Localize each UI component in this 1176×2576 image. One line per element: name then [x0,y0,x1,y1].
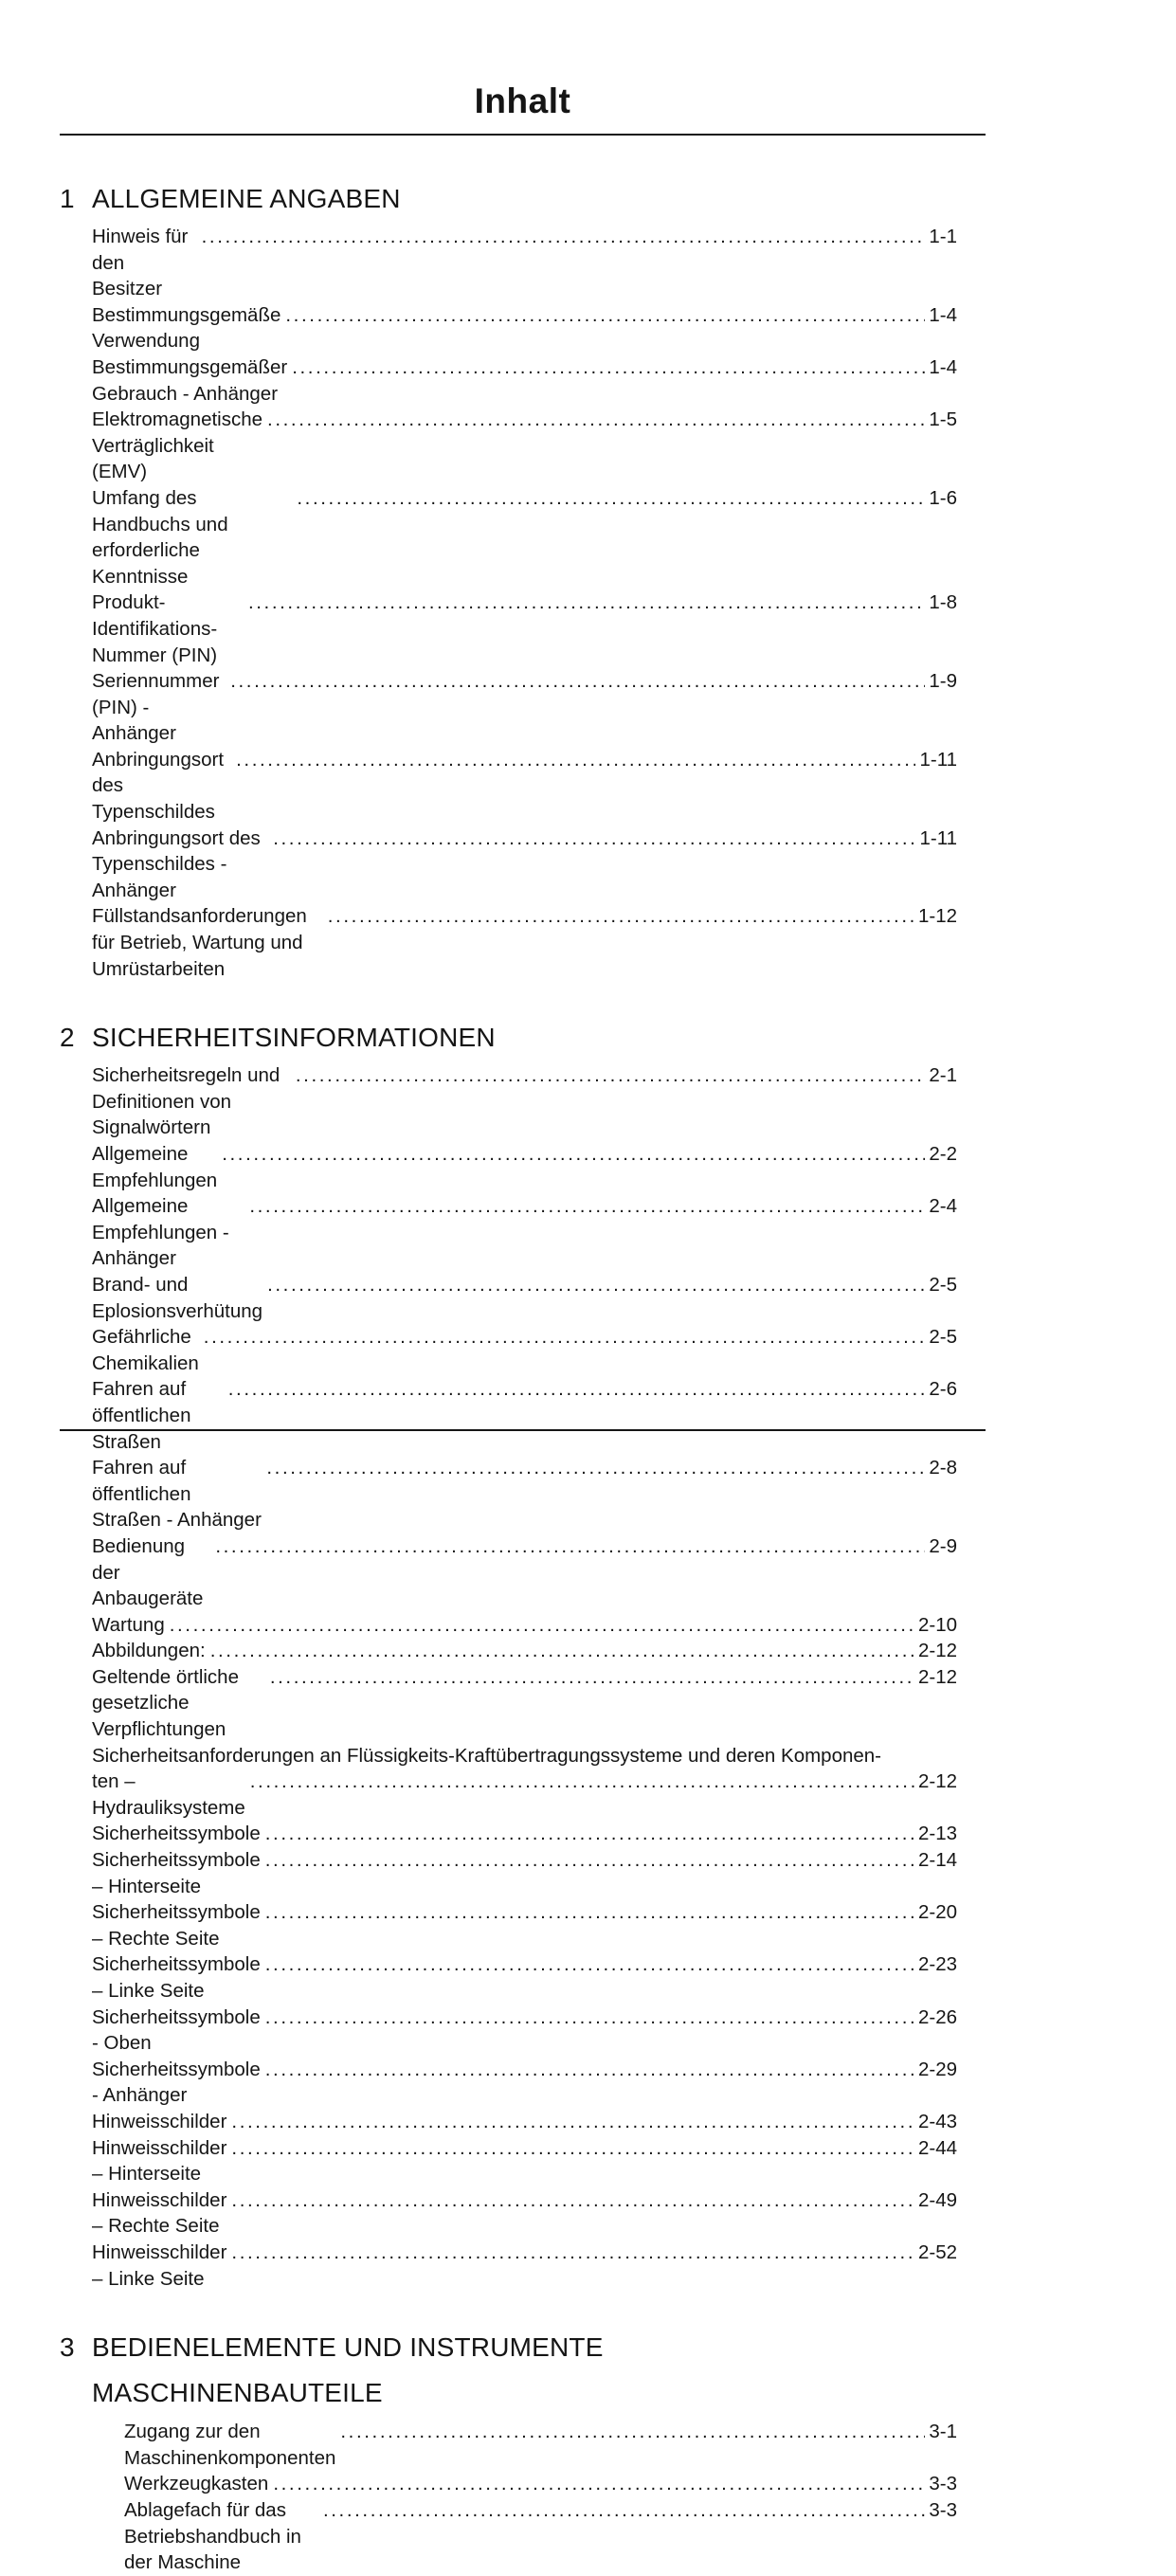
dot-leader [236,747,915,773]
section-title: SICHERHEITSINFORMATIONEN [92,1023,496,1053]
entry-list [92,1062,986,2292]
toc-entry [92,1899,957,1951]
entry-page: 1-5 [929,408,957,431]
entry-label: Anbringungsort des Typenschildes - Anhänger [92,826,266,901]
toc-entry [92,1743,957,1769]
entry-page: 2-9 [929,1534,957,1557]
dot-leader [265,2005,914,2031]
toc-entry [92,668,957,747]
dot-leader [265,2057,914,2083]
toc-entry [92,1821,957,1847]
dot-leader [248,590,925,616]
toc-entry [92,1769,957,1821]
toc-entry [92,1062,957,1141]
entry-page: 3-3 [929,2498,957,2521]
entry-list [92,224,986,982]
toc-entry [124,2497,957,2576]
entry-page: 2-23 [917,1953,957,1976]
toc-entry [92,747,957,825]
dot-leader [215,1533,925,1560]
entry-page: 2-12 [917,1665,957,1688]
toc-entry [92,354,957,407]
toc-entry [92,302,957,354]
entry-page: 2-4 [929,1195,957,1218]
entry-page: 1-4 [929,303,957,326]
section-title: BEDIENELEMENTE UND INSTRUMENTE [92,2332,604,2363]
dot-leader [265,1899,914,1926]
dot-leader [323,2497,925,2524]
toc-entry [92,1533,957,1612]
dot-leader [297,485,925,512]
entry-page: 1-9 [929,670,957,693]
entry-page: 3-3 [929,2473,957,2495]
entry-page: 2-12 [917,1640,957,1662]
toc-entry [92,1664,957,1743]
dot-leader [228,1376,926,1403]
entry-page: 1-12 [917,905,957,928]
entry-page: 2-14 [917,1849,957,1872]
toc-entry [92,1272,957,1324]
toc-entry [92,2135,957,2187]
section-heading [60,183,986,215]
entry-label: Sicherheitssymbole - Oben [92,2005,266,2055]
entry-label: Elektromagnetische Verträglichkeit (EMV) [92,408,268,483]
dot-leader [273,825,915,852]
dot-leader [202,224,926,250]
entry-page: 1-8 [929,591,957,614]
footer-rule [60,1429,986,1431]
entry-page: 2-6 [929,1378,957,1401]
dot-leader [266,1455,925,1481]
toc-section [60,2331,986,2576]
entry-label: Bestimmungsgemäßer Gebrauch - Anhänger [92,355,293,405]
toc-entry [92,407,957,485]
toc-entry [92,1141,957,1193]
entry-label: Allgemeine Empfehlungen - Anhänger [92,1195,234,1270]
dot-leader [250,1769,914,1795]
entry-label: Werkzeugkasten [124,2473,269,2495]
entry-label: Sicherheitssymbole – Rechte Seite [92,1901,266,1950]
dot-leader [231,2187,914,2214]
entry-label: Gefährliche Chemikalien [92,1326,199,1374]
entry-label: Hinweisschilder – Linke Seite [92,2240,233,2290]
dot-leader [249,1193,925,1220]
toc-section [60,183,986,982]
entry-page: 2-13 [917,1823,957,1845]
entry-page: 1-6 [929,486,957,509]
toc-entry [124,2419,957,2471]
entry-page: 2-10 [917,1613,957,1636]
entry-label: Sicherheitssymbole [92,1823,261,1845]
dot-leader [270,1664,914,1691]
entry-label: Produkt-Identifikations-Nummer (PIN) [92,591,218,666]
entry-list [124,2419,986,2576]
toc-entry [92,2109,957,2135]
toc-entry [92,224,957,302]
entry-label: Abbildungen: [92,1640,206,1662]
dot-leader [265,1847,914,1874]
toc-section [60,1022,986,2292]
entry-label: Bestimmungsgemäße Verwendung [92,303,287,353]
toc-entry [92,1847,957,1899]
entry-label: Seriennummer (PIN) - Anhänger [92,670,226,745]
toc-entry [92,2005,957,2057]
toc-entry [124,2471,957,2497]
entry-page: 3-1 [929,2421,957,2443]
entry-page: 2-20 [917,1901,957,1924]
entry-label: Füllstandsanforderungen für Betrieb, Wartung und Umrüstarbeiten [92,905,313,980]
entry-page: 1-11 [919,748,957,771]
subsection-heading: MASCHINENBAUTEILE [92,2378,383,2408]
toc-entry [92,1324,957,1376]
toc-entry [92,825,957,904]
toc-entry [92,485,957,590]
dot-leader [265,1821,914,1847]
toc-entry [92,1193,957,1272]
entry-label: Sicherheitssymbole – Hinterseite [92,1849,266,1897]
entry-label: Fahren auf öffentlichen Straßen [92,1378,197,1453]
entry-label: Bedienung der Anbaugeräte [92,1534,204,1610]
entry-label: Hinweisschilder – Rechte Seite [92,2188,233,2238]
dot-leader [230,668,925,695]
title-rule [60,134,986,136]
section-heading [60,1022,986,1054]
entry-label: Umfang des Handbuchs und erforderliche Kenntnisse [92,486,234,588]
entry-page: 2-1 [929,1064,957,1087]
dot-leader [296,1062,926,1089]
dot-leader [285,302,925,329]
section-number: 2 [60,1023,75,1053]
dot-leader [267,1272,925,1298]
dot-leader [273,2471,925,2497]
entry-page: 2-52 [917,2240,957,2263]
entry-page: 2-43 [917,2110,957,2132]
entry-label: Hinweisschilder [92,2110,227,2132]
entry-label: ten – Hydrauliksysteme [92,1770,245,1819]
dot-leader [222,1141,925,1168]
toc-entry [92,1951,957,2004]
entry-label: Allgemeine Empfehlungen [92,1143,218,1191]
section-number: 1 [60,184,75,213]
page-title: Inhalt [474,82,571,120]
entry-label: Fahren auf öffentlichen Straßen - Anhänger [92,1457,262,1532]
entry-label: Ablagefach für das Betriebshandbuch in der Maschine [124,2498,307,2574]
dot-leader [265,1951,914,1978]
toc-entry [92,1376,957,1455]
toc-entry [92,2187,957,2240]
toc-entry [92,903,957,982]
entry-label: Hinweisschilder – Hinterseite [92,2136,233,2186]
dot-leader [210,1638,914,1664]
entry-label: Geltende örtliche gesetzliche Verpflichtungen [92,1665,244,1741]
entry-page: 1-4 [929,355,957,378]
entry-page: 2-2 [929,1143,957,1165]
toc-entry [92,2057,957,2109]
entry-label: Sicherheitssymbole - Anhänger [92,2058,266,2107]
entry-page: 2-44 [917,2136,957,2159]
entry-label: Hinweis für den Besitzer [92,226,194,300]
entry-label: Brand- und Eplosionsverhütung [92,1273,263,1322]
toc-entry [92,1638,957,1664]
toc-entry [92,2240,957,2292]
entry-label: Zugang zur den Maschinenkomponenten [124,2421,336,2469]
section-heading [60,2331,986,2364]
entry-page: 2-5 [929,1326,957,1349]
toc-entry [92,590,957,668]
section-title: ALLGEMEINE ANGABEN [92,184,401,213]
toc-entry [92,1455,957,1533]
section-number: 3 [60,2332,75,2363]
entry-label: Sicherheitsregeln und Definitionen von Signalwörtern [92,1064,285,1139]
entry-label: Sicherheitsanforderungen an Flüssigkeits-Kraftübertragungssysteme und deren Komponen- [92,1744,882,1767]
entry-label: Anbringungsort des Typenschildes [92,748,229,824]
entry-page: 2-26 [917,2005,957,2028]
dot-leader [328,903,914,930]
dot-leader [231,2109,914,2135]
dot-leader [170,1612,914,1639]
entry-page: 2-12 [917,1770,957,1793]
dot-leader [231,2135,914,2162]
dot-leader [340,2419,925,2445]
entry-page: 1-1 [929,226,957,247]
entry-label: Wartung [92,1613,165,1636]
entry-page: 2-8 [929,1457,957,1479]
entry-page: 2-29 [917,2058,957,2080]
dot-leader [267,407,925,433]
dot-leader [204,1324,926,1351]
entry-page: 1-11 [919,826,957,849]
entry-page: 2-49 [917,2188,957,2211]
entry-page: 2-5 [929,1273,957,1296]
dot-leader [292,354,925,381]
toc [60,183,986,2576]
toc-entry [92,1612,957,1639]
entry-label: Sicherheitssymbole – Linke Seite [92,1953,266,2002]
dot-leader [231,2240,914,2266]
